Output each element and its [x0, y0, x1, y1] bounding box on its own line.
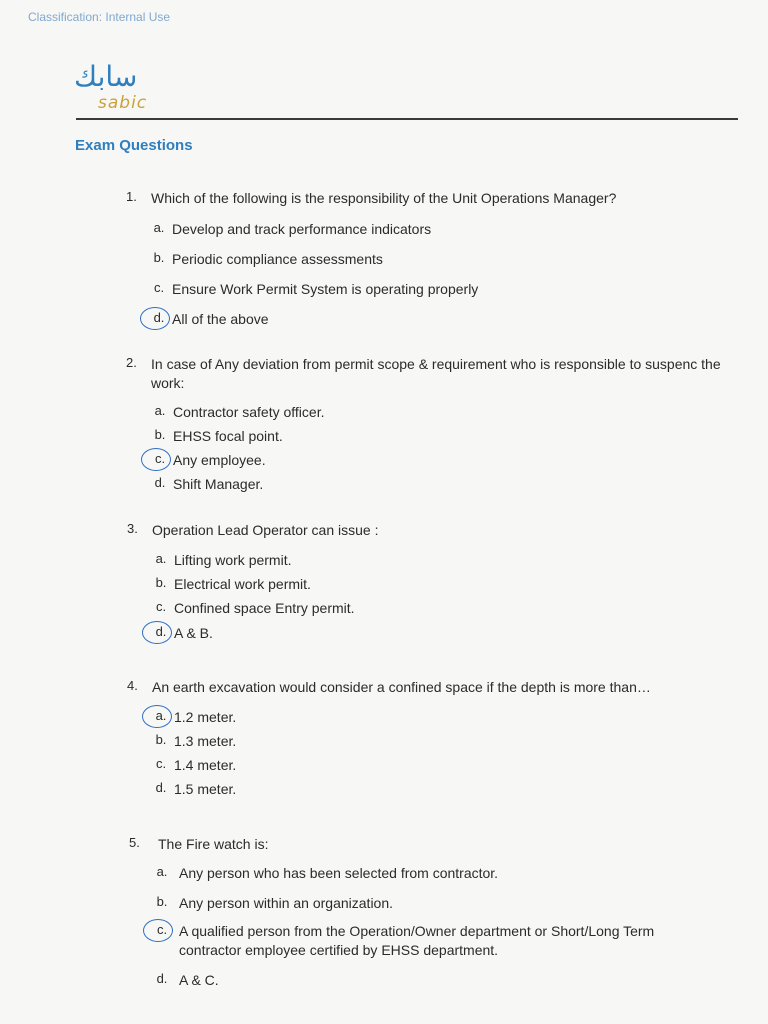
question-number: 3.	[127, 521, 138, 536]
option-letter: a.	[155, 551, 167, 566]
sabic-logo	[72, 60, 172, 116]
option-letter: d.	[153, 310, 165, 325]
question-number: 4.	[127, 678, 138, 693]
option-letter: c.	[155, 756, 167, 771]
option-text: Shift Manager.	[173, 476, 264, 492]
option-text: A qualified person from the Operation/Owner department or Short/Long Term contractor employee certified by EHSS department.	[179, 923, 655, 958]
option-text: EHSS focal point.	[173, 428, 283, 444]
option-text: 1.4 meter.	[174, 757, 237, 773]
option-letter: d.	[156, 971, 168, 986]
option-letter: d.	[155, 624, 167, 639]
question-text: Operation Lead Operator can issue :	[152, 522, 379, 538]
option-letter: c.	[154, 451, 166, 466]
option-letter: b.	[153, 250, 165, 265]
question-text: In case of Any deviation from permit scope & requirement who is responsible to suspenc the work:	[151, 356, 721, 391]
option-text: 1.5 meter.	[174, 781, 237, 797]
option-text: 1.2 meter.	[174, 709, 237, 725]
option-text: Lifting work permit.	[174, 552, 292, 568]
header-divider	[76, 118, 738, 120]
option-text: Any employee.	[173, 452, 266, 468]
option-letter: c.	[153, 280, 165, 295]
option-text: Electrical work permit.	[174, 576, 311, 592]
question-number: 5.	[129, 835, 140, 850]
option-text: A & C.	[179, 972, 219, 988]
option-text: 1.3 meter.	[174, 733, 237, 749]
classification-label: Classification: Internal Use	[28, 10, 171, 24]
option-letter: a.	[155, 708, 167, 723]
page-title: Exam Questions	[75, 137, 193, 154]
option-letter: c.	[155, 599, 167, 614]
option-letter: a.	[154, 403, 166, 418]
option-text: Contractor safety officer.	[173, 404, 325, 420]
option-letter: d.	[154, 475, 166, 490]
question-number: 2.	[126, 355, 137, 370]
option-text: All of the above	[172, 311, 269, 327]
logo-latin-text: sabic	[98, 93, 148, 113]
option-letter: c.	[156, 922, 168, 937]
option-letter: d.	[155, 780, 167, 795]
logo-arabic-text: سابك	[74, 60, 138, 93]
option-letter: b.	[155, 732, 167, 747]
option-letter: a.	[156, 864, 168, 879]
question-number: 1.	[126, 189, 137, 204]
option-letter: b.	[155, 575, 167, 590]
question-text: Which of the following is the responsibility of the Unit Operations Manager?	[151, 190, 617, 206]
option-letter: a.	[153, 220, 165, 235]
option-text: A & B.	[174, 625, 213, 641]
option-letter: b.	[154, 427, 166, 442]
question-text: An earth excavation would consider a confined space if the depth is more than…	[152, 679, 651, 695]
option-text: Periodic compliance assessments	[172, 251, 383, 267]
option-text: Any person who has been selected from contractor.	[179, 865, 499, 881]
option-text: Any person within an organization.	[179, 895, 394, 911]
question-text: The Fire watch is:	[158, 836, 269, 852]
option-letter: b.	[156, 894, 168, 909]
option-text: Develop and track performance indicators	[172, 221, 432, 237]
option-text: Confined space Entry permit.	[174, 600, 355, 616]
option-text: Ensure Work Permit System is operating properly	[172, 281, 479, 297]
